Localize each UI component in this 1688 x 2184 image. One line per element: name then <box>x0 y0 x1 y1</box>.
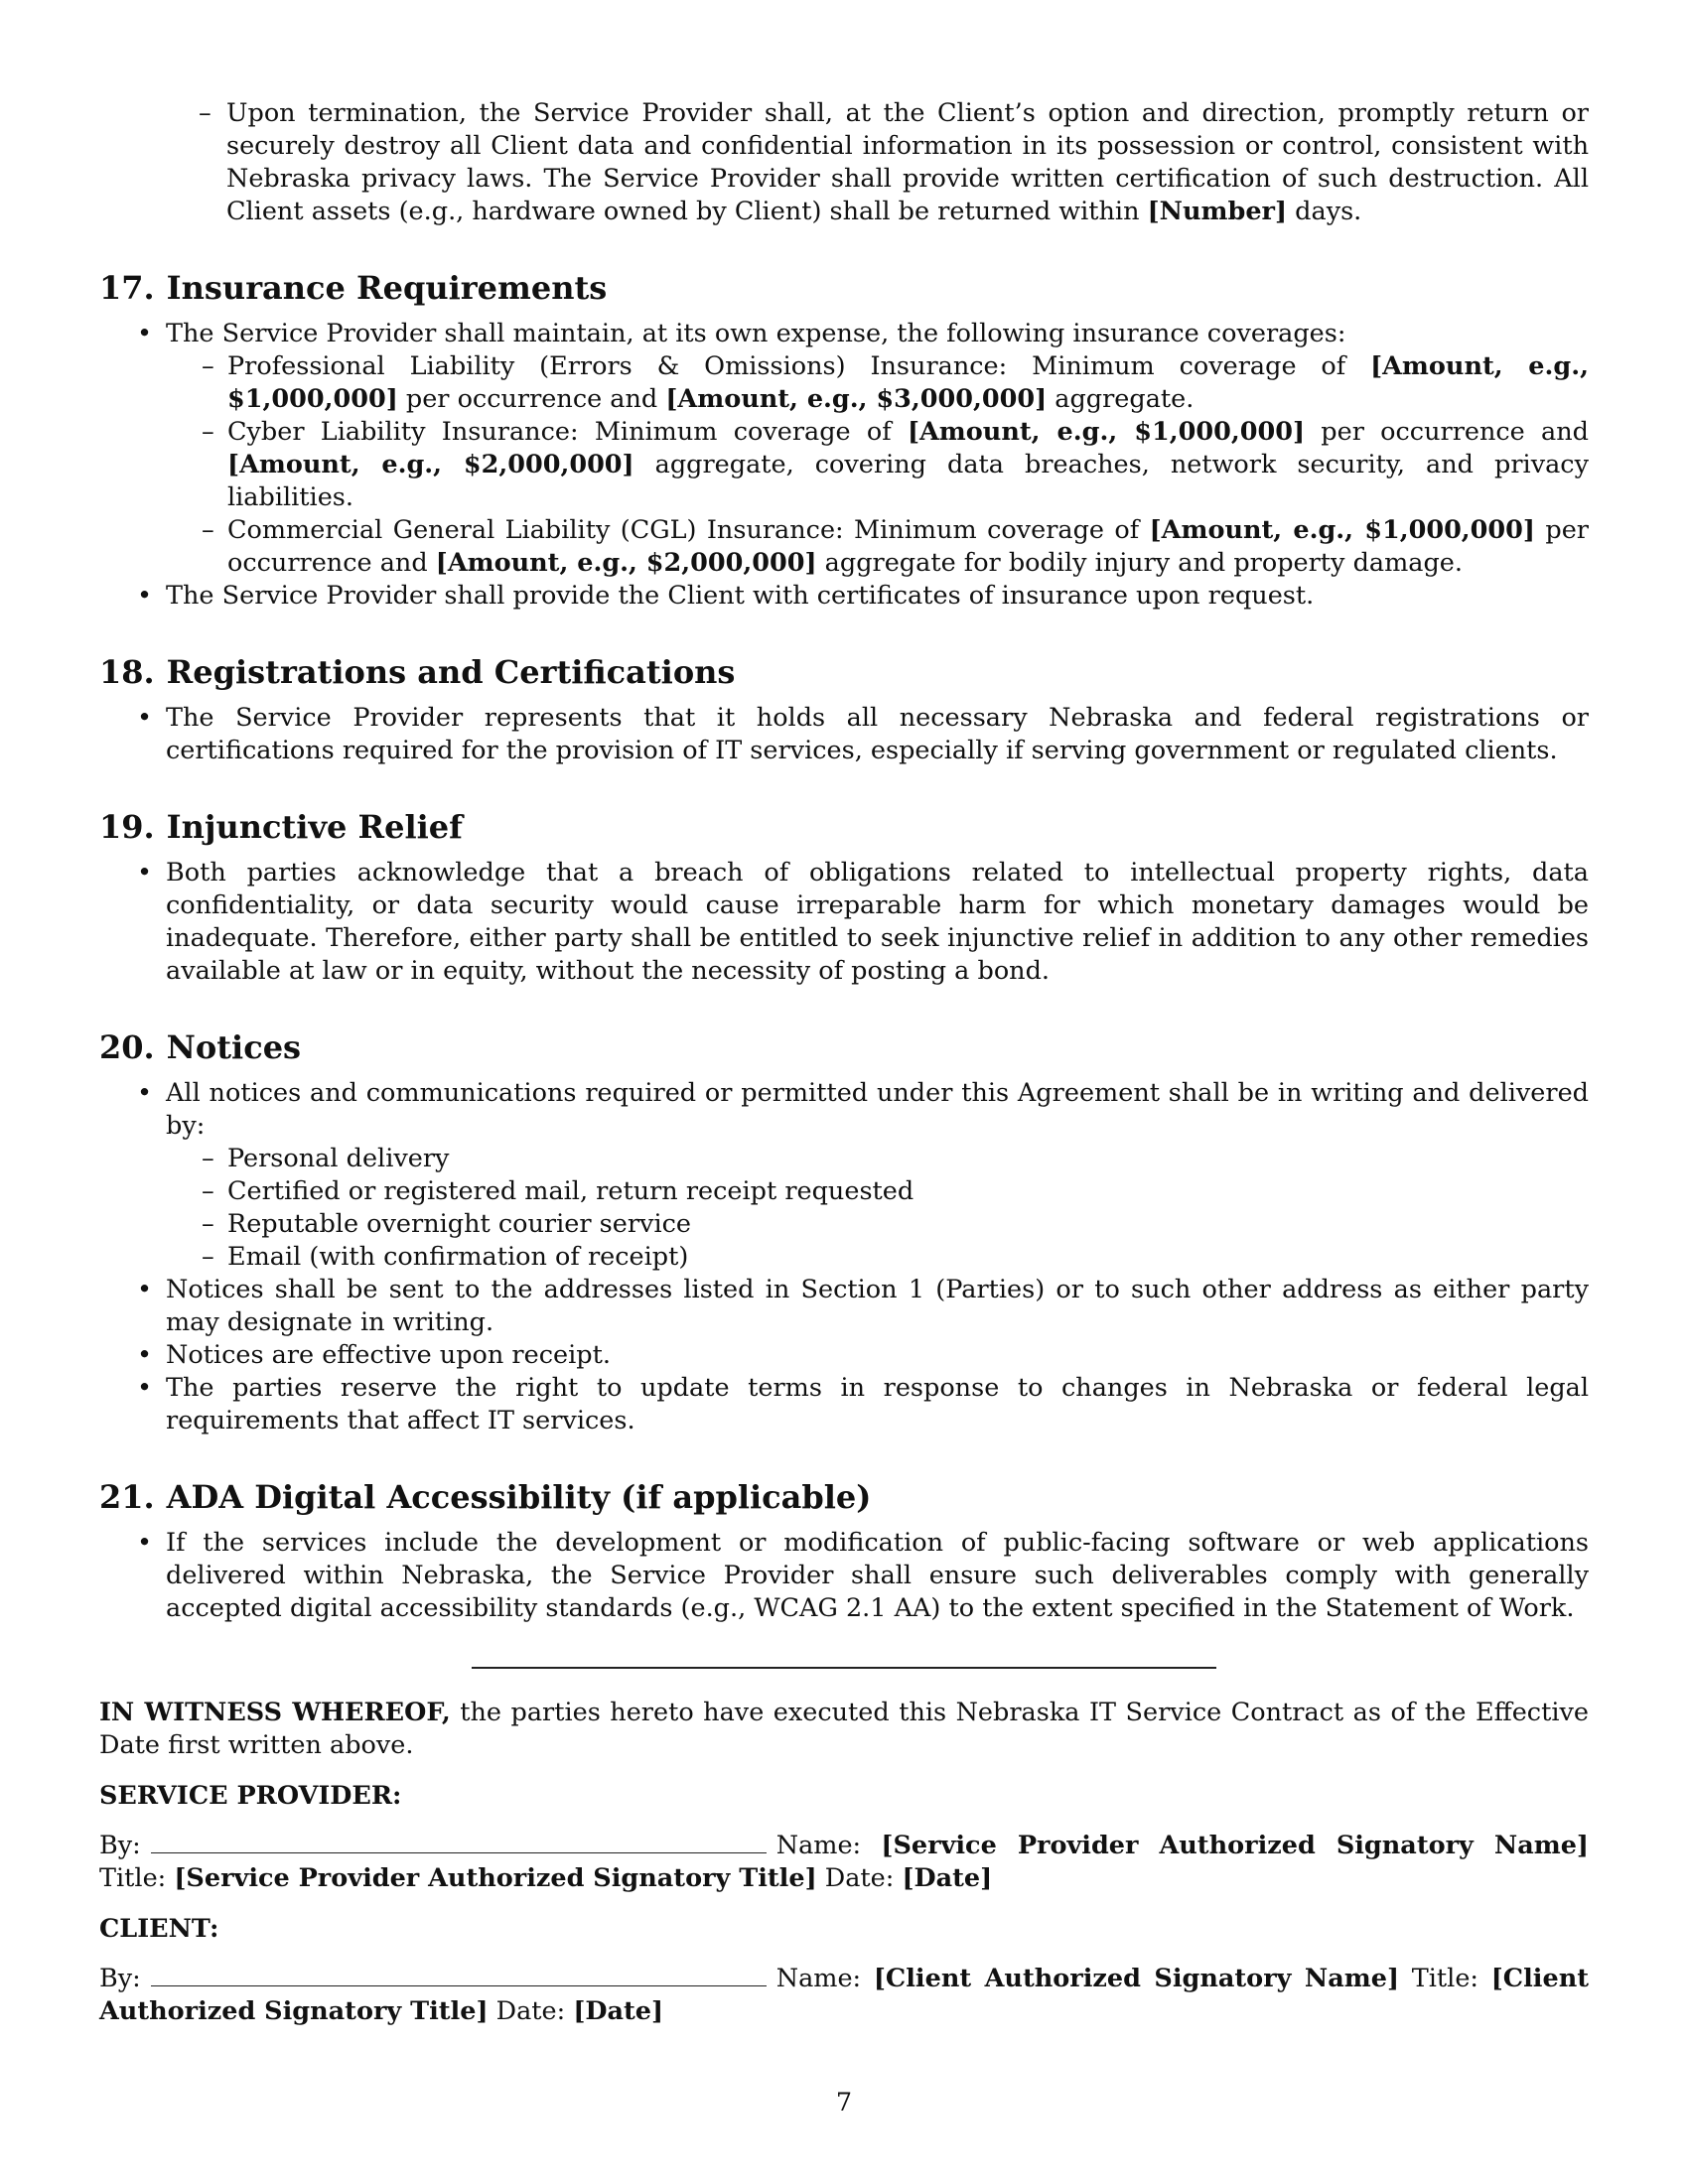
list-item: • Both parties acknowledge that a breach of obligations related to intellectual property rights, data confidentiality, or data security would cause irreparable harm for which monetary damages would be inadequate. Therefore, either party shall be entitled to seek injunctive relief in addition to any other remedies available at law or in equity, without the necessity of posting a bond. <box>99 857 1589 988</box>
client-heading: CLIENT: <box>99 1914 219 1944</box>
bullet-list <box>99 318 1589 613</box>
bullet-list <box>99 857 1589 988</box>
provider-signature-line[interactable] <box>151 1827 767 1853</box>
sub-list <box>166 350 1589 580</box>
horizontal-rule <box>472 1667 1216 1669</box>
list-item: • The parties reserve the right to update terms in response to changes in Nebraska or federal legal requirements that affect IT services. <box>99 1372 1589 1437</box>
witness-clause: IN WITNESS WHEREOF, the parties hereto have executed this Nebraska IT Service Contract as of the Effective Date first written above. <box>99 1698 1589 1760</box>
list-item: – Professional Liability (Errors & Omissions) Insurance: Minimum coverage of [Amount, e.g., $1,000,000] per occurrence and [Amount, e.g., $3,000,000] aggregate. <box>166 350 1589 416</box>
list-item: – Commercial General Liability (CGL) Insurance: Minimum coverage of [Amount, e.g., $1,000,000] per occurrence and [Amount, e.g., $2,000,000] aggregate for bodily injury and property damage. <box>166 514 1589 580</box>
section-heading: 21. ADA Digital Accessibility (if applicable) <box>99 1478 872 1516</box>
list-item: • The Service Provider shall maintain, at its own expense, the following insurance coverages: – Professional Liability (Errors & Omissions) Insurance: Minimum coverage of [Amount, e.g., $1,000,000] per occurrence and [Amount, e.g., $3,000,000] aggregate. – Cyber Liability Insurance: Minimum coverage of [Amount, e.g., $1,000,000] per occurrence and [Amount, e.g., $2,000,000] aggregate, covering data breaches, network security, and privacy liabilities. – Commercial General Liability (CGL) Insurance: Minimum coverage of [Amount, e.g., $1,000,000] per occurrence and [Amount, e.g., $2,000,000] aggregate for bodily injury and property damage. <box>99 318 1589 580</box>
section-heading: 19. Injunctive Relief <box>99 808 463 846</box>
section-21 <box>99 1477 1589 1625</box>
list-item: – Personal delivery <box>166 1143 1589 1175</box>
bullet-list <box>99 1527 1589 1625</box>
page-number: 7 <box>835 2088 853 2117</box>
section-20 <box>99 1027 1589 1437</box>
section-heading: 17. Insurance Requirements <box>99 269 608 307</box>
section-19 <box>99 807 1589 988</box>
list-item: • All notices and communications required or permitted under this Agreement shall be in writing and delivered by: – Personal delivery – Certified or registered mail, return receipt requested – Reputable overnight courier service – Email (with confirmation of receipt) <box>99 1077 1589 1274</box>
list-item: – Cyber Liability Insurance: Minimum coverage of [Amount, e.g., $1,000,000] per occurrence and [Amount, e.g., $2,000,000] aggregate, covering data breaches, network security, and privacy liabilities. <box>166 416 1589 514</box>
list-item: • Notices shall be sent to the addresses listed in Section 1 (Parties) or to such other address as either party may designate in writing. <box>99 1274 1589 1339</box>
section-17 <box>99 268 1589 613</box>
list-item: • If the services include the development or modification of public-facing software or web applications delivered within Nebraska, the Service Provider shall ensure such deliverables comply with generally accepted digital accessibility standards (e.g., WCAG 2.1 AA) to the extent specified in the Statement of Work. <box>99 1527 1589 1625</box>
list-item: – Certified or registered mail, return receipt requested <box>166 1175 1589 1208</box>
client-signature-line[interactable] <box>151 1960 767 1986</box>
section-18 <box>99 652 1589 767</box>
list-item: – Email (with confirmation of receipt) <box>166 1241 1589 1274</box>
bullet-list <box>99 702 1589 767</box>
list-item: – Reputable overnight courier service <box>166 1208 1589 1241</box>
provider-heading: SERVICE PROVIDER: <box>99 1781 402 1811</box>
sub-list <box>166 1143 1589 1274</box>
client-signature-block: By: Name: [Client Authorized Signatory Name] Title: [Client Authorized Signatory Title] Date: [Date] <box>99 1960 1589 2028</box>
bullet-list <box>99 1077 1589 1437</box>
page-content <box>99 99 1589 2028</box>
section-heading: 18. Registrations and Certifications <box>99 653 736 691</box>
provider-signature-block: By: Name: [Service Provider Authorized Signatory Name] Title: [Service Provider Authorized Signatory Title] Date: [Date] <box>99 1827 1589 1895</box>
section-heading: 20. Notices <box>99 1028 302 1066</box>
list-item: – Upon termination, the Service Provider shall, at the Client’s option and direction, promptly return or securely destroy all Client data and confidential information in its possession or control, consistent with Nebraska privacy laws. The Service Provider shall provide written certification of such destruction. All Client assets (e.g., hardware owned by Client) shall be returned within [Number] days. <box>99 97 1589 228</box>
list-item: • The Service Provider shall provide the Client with certificates of insurance upon request. <box>99 580 1589 613</box>
list-item: • Notices are effective upon receipt. <box>99 1339 1589 1372</box>
list-item: • The Service Provider represents that it holds all necessary Nebraska and federal registrations or certifications required for the provision of IT services, especially if serving government or regulated clients. <box>99 702 1589 767</box>
termination-continuation <box>99 97 1589 228</box>
